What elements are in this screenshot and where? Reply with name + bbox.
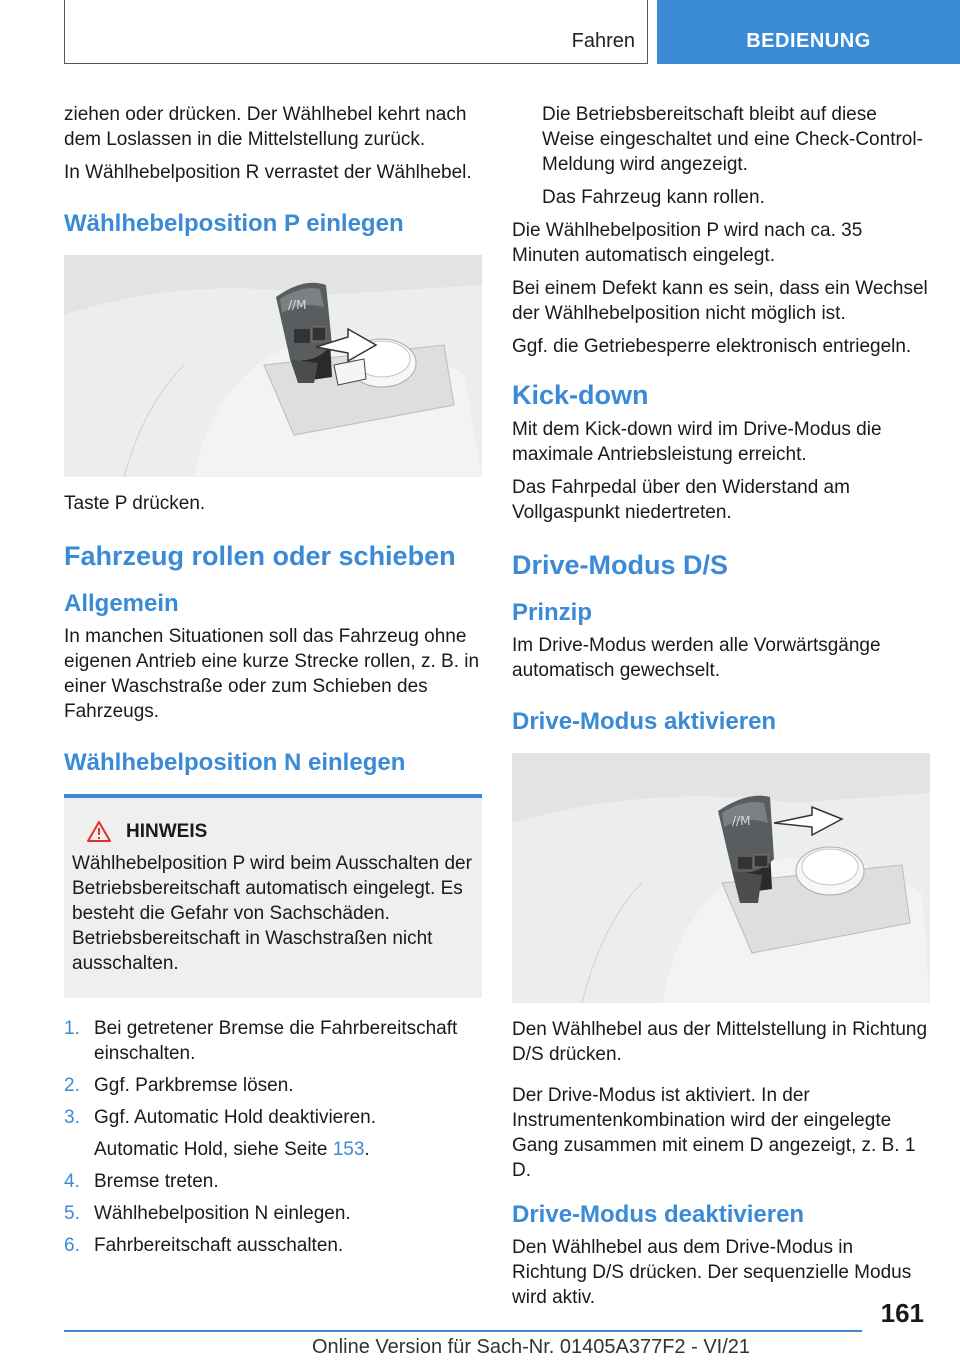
list-item: [64, 1073, 482, 1098]
list-item: [64, 1201, 482, 1226]
heading-prinzip: Prinzip: [512, 599, 593, 626]
footer-divider: [64, 1330, 862, 1332]
right-column: [512, 102, 930, 1318]
selector-lever-p-image: [64, 255, 482, 477]
paragraph-auto-p: Die Wählhebelposition P wird nach ca. 35 Minuten automatisch eingelegt.: [512, 220, 863, 266]
step-number: 5.: [64, 1203, 80, 1224]
heading-position-p: Wählhebelposition P einlegen: [64, 210, 404, 237]
header-section-title: Fahren: [571, 30, 635, 52]
header-chapter-title: BEDIENUNG: [746, 30, 871, 52]
paragraph-unlock: Ggf. die Getriebesperre elektronisch entriegeln.: [512, 336, 912, 357]
page-link-153[interactable]: 153: [332, 1139, 365, 1160]
step-text: Bei getretener Bremse die Fahrbereitschaft einschalten.: [94, 1018, 458, 1064]
selector-lever-ds-image: [512, 753, 930, 1003]
prinzip-paragraph: Im Drive-Modus werden alle Vorwärtsgänge automatisch gewechselt.: [512, 635, 881, 681]
step-number: 6.: [64, 1235, 80, 1256]
intro-paragraph-2: In Wählhebelposition R verrastet der Wählhebel.: [64, 162, 472, 183]
illustration-selector-lever-ds: [512, 753, 930, 1003]
heading-rollen-schieben: Fahrzeug rollen oder schieben: [64, 541, 456, 571]
intro-paragraph-1: ziehen oder drücken. Der Wählhebel kehrt nach dem Loslassen in die Mittelstellung zurück.: [64, 104, 467, 150]
list-item-sub: [64, 1137, 482, 1162]
step-3-subtext: Automatic Hold, siehe Seite 153.: [94, 1139, 370, 1160]
deactivate-paragraph: Den Wählhebel aus dem Drive-Modus in Richtung D/S drücken. Der sequenzielle Modus wird aktiv.: [512, 1237, 912, 1308]
list-item: [64, 1169, 482, 1194]
kick-down-paragraph-1: Mit dem Kick-down wird im Drive-Modus die maximale Antriebsleistung erreicht.: [512, 419, 882, 465]
hinweis-title-row: [86, 820, 474, 843]
list-item: [64, 1105, 482, 1130]
warning-triangle-icon: [86, 820, 112, 843]
hinweis-box: [64, 794, 482, 998]
list-item: [64, 1233, 482, 1258]
footer-version-text: Online Version für Sach-Nr. 01405A377F2 - VI/21: [312, 1336, 751, 1358]
hinweis-title: HINWEIS: [126, 820, 208, 842]
hinweis-text: Wählhebelposition P wird beim Ausschalten der Betriebsbereitschaft automatisch eingelegt. Es besteht die Gefahr von Sachschäden. Betriebsbereitschaft in Waschstraßen nicht ausschalten.: [72, 853, 472, 974]
heading-drive-deactivate: Drive-Modus deaktivieren: [512, 1201, 805, 1228]
left-column: [64, 102, 482, 1265]
svg-text://M: //M: [288, 298, 307, 312]
heading-kick-down: Kick-down: [512, 380, 649, 410]
header-section-box: [64, 0, 648, 64]
step-number: 4.: [64, 1171, 80, 1192]
continued-paragraph-2: Das Fahrzeug kann rollen.: [542, 187, 765, 208]
step-text: Wählhebelposition N einlegen.: [94, 1203, 351, 1224]
svg-text://M: //M: [732, 814, 751, 828]
heading-allgemein: Allgemein: [64, 590, 179, 617]
step-number: 2.: [64, 1075, 80, 1096]
paragraph-defect: Bei einem Defekt kann es sein, dass ein Wechsel der Wählhebelposition nicht möglich ist.: [512, 278, 928, 324]
activate-paragraph-2: Der Drive-Modus ist aktiviert. In der Instrumentenkombination wird der eingelegte Gang zusammen mit einem D angezeigt, z. B. 1 D.: [512, 1085, 916, 1181]
heading-drive-mode: Drive-Modus D/S: [512, 550, 729, 580]
step-text: Bremse treten.: [94, 1171, 219, 1192]
heading-position-n: Wählhebelposition N einlegen: [64, 749, 406, 776]
steps-list: [64, 1016, 482, 1258]
step-number: 3.: [64, 1107, 80, 1128]
header-chapter-tab[interactable]: [657, 0, 960, 64]
list-item: [64, 1016, 482, 1066]
page-number: 161: [880, 1298, 924, 1328]
step-number: 1.: [64, 1018, 80, 1039]
continued-paragraph-1: Die Betriebsbereitschaft bleibt auf diese Weise eingeschaltet und eine Check-Control-Meldung wird angezeigt.: [542, 104, 923, 175]
kick-down-paragraph-2: Das Fahrpedal über den Widerstand am Vollgaspunkt niedertreten.: [512, 477, 850, 523]
step-text: Fahrbereitschaft ausschalten.: [94, 1235, 344, 1256]
step-text: Ggf. Automatic Hold deaktivieren.: [94, 1107, 376, 1128]
allgemein-paragraph: In manchen Situationen soll das Fahrzeug ohne eigenen Antrieb eine kurze Strecke rollen, z. B. in einer Waschstraße oder zum Schieben des Fahrzeugs.: [64, 626, 480, 722]
heading-drive-activate: Drive-Modus aktivieren: [512, 708, 777, 735]
illustration-selector-lever-p: [64, 255, 482, 477]
activate-paragraph-1: Den Wählhebel aus der Mittelstellung in Richtung D/S drücken.: [512, 1019, 928, 1065]
step-text: Ggf. Parkbremse lösen.: [94, 1075, 294, 1096]
caption-position-p: Taste P drücken.: [64, 493, 206, 514]
